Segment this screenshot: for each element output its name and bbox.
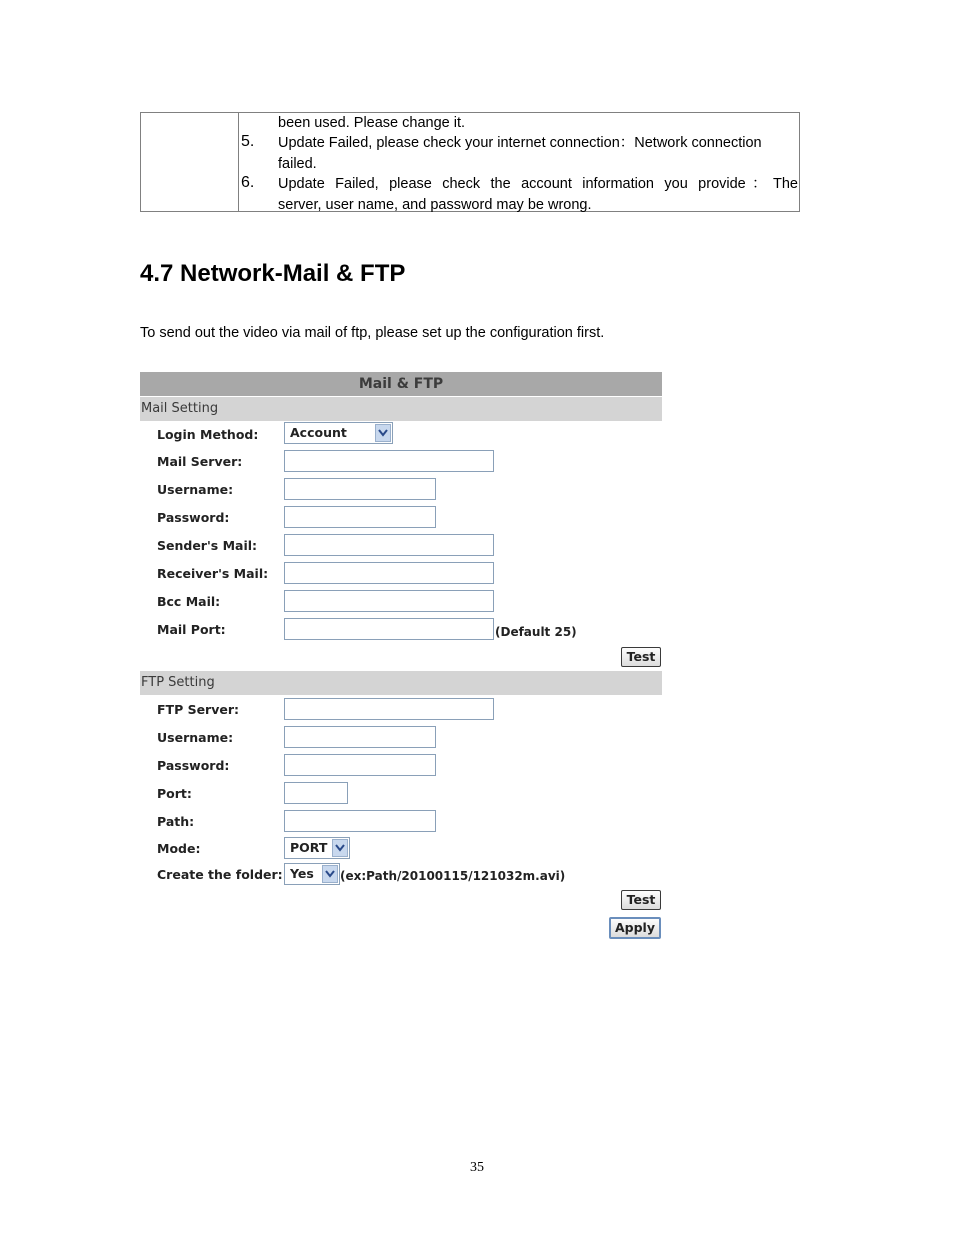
ftp-password-label: Password:: [157, 758, 230, 773]
intro-paragraph: To send out the video via mail of ftp, please set up the configuration first.: [140, 325, 605, 341]
table-column-divider: [238, 113, 239, 211]
list-number-6: 6.: [241, 174, 255, 191]
senders-mail-label: Sender's Mail:: [157, 538, 258, 553]
ftp-setting-header: FTP Setting: [140, 671, 662, 695]
apply-button[interactable]: Apply: [609, 917, 661, 939]
panel-title: Mail & FTP: [140, 372, 662, 396]
login-method-select[interactable]: [284, 422, 393, 444]
receivers-mail-label: Receiver's Mail:: [157, 566, 269, 581]
mail-port-input[interactable]: [284, 618, 494, 640]
table-text-line: been used. Please change it.: [278, 115, 466, 131]
section-heading: 4.7 Network-Mail & FTP: [140, 260, 406, 287]
create-folder-label: Create the folder:: [157, 867, 283, 882]
bcc-mail-input[interactable]: [284, 590, 494, 612]
mail-setting-header: Mail Setting: [140, 397, 662, 421]
mail-test-button[interactable]: Test: [621, 647, 661, 667]
mail-username-label: Username:: [157, 482, 234, 497]
ftp-username-input[interactable]: [284, 726, 436, 748]
list-item-6-line2: server, user name, and password may be wrong.: [278, 197, 592, 213]
ftp-test-button[interactable]: Test: [621, 890, 661, 910]
mail-password-input[interactable]: [284, 506, 436, 528]
create-folder-select[interactable]: [284, 863, 340, 885]
ftp-path-label: Path:: [157, 814, 195, 829]
mail-port-label: Mail Port:: [157, 622, 226, 637]
ftp-mode-label: Mode:: [157, 841, 201, 856]
senders-mail-input[interactable]: [284, 534, 494, 556]
mail-server-input[interactable]: [284, 450, 494, 472]
ftp-username-label: Username:: [157, 730, 234, 745]
ftp-mode-value: PORT: [290, 840, 328, 855]
ftp-path-input[interactable]: [284, 810, 436, 832]
chevron-down-icon: [322, 865, 338, 883]
ftp-port-label: Port:: [157, 786, 192, 801]
ftp-mode-select[interactable]: [284, 837, 350, 859]
ftp-password-input[interactable]: [284, 754, 436, 776]
create-folder-value: Yes: [290, 866, 314, 881]
create-folder-note: (ex:Path/20100115/121032m.avi): [340, 869, 566, 883]
info-table: [140, 112, 800, 212]
list-item-5-line2: failed.: [278, 156, 317, 172]
bcc-mail-label: Bcc Mail:: [157, 594, 221, 609]
mail-server-label: Mail Server:: [157, 454, 243, 469]
ftp-server-label: FTP Server:: [157, 702, 240, 717]
ftp-server-input[interactable]: [284, 698, 494, 720]
list-number-5: 5.: [241, 133, 255, 150]
page-number: 35: [470, 1160, 484, 1175]
list-item-5-line1: Update Failed, please check your internet connection：Network connection: [278, 135, 762, 151]
receivers-mail-input[interactable]: [284, 562, 494, 584]
login-method-label: Login Method:: [157, 427, 259, 442]
mail-port-note: (Default 25): [495, 625, 577, 639]
list-item-6-line1: Update Failed, please check the account information you provide：The: [278, 176, 798, 192]
chevron-down-icon: [375, 424, 391, 442]
ftp-port-input[interactable]: [284, 782, 348, 804]
login-method-value: Account: [290, 425, 347, 440]
mail-password-label: Password:: [157, 510, 230, 525]
mail-username-input[interactable]: [284, 478, 436, 500]
chevron-down-icon: [332, 839, 348, 857]
mail-ftp-panel: [140, 372, 662, 942]
